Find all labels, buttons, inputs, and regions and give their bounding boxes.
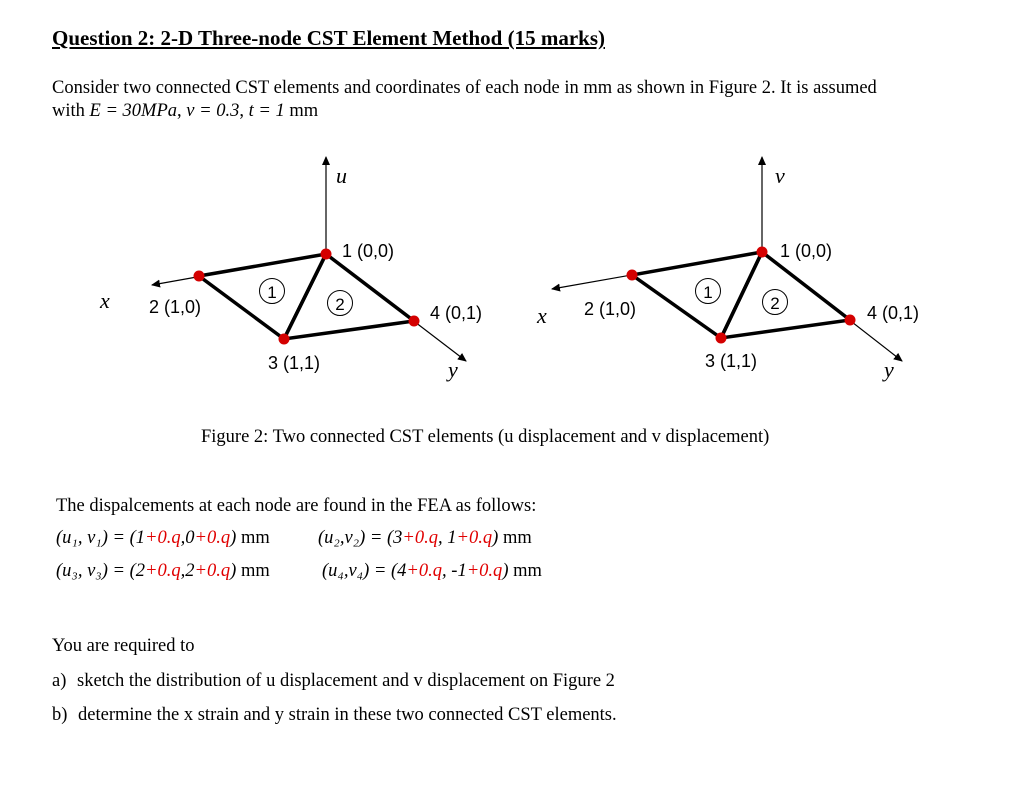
- right-elements: [632, 252, 850, 338]
- left-node-4: [409, 316, 420, 327]
- node-4-end: ): [502, 561, 509, 581]
- intro-line-1: Consider two connected CST elements and coordinates of each node in mm as shown in Figure 2. It is assumed: [52, 78, 877, 98]
- requirement-a-label: a): [52, 671, 67, 691]
- node-2-mid: , 1: [438, 528, 457, 548]
- node-1-displacement-lhs: (u₁, v₁) = (1: [56, 528, 146, 548]
- right-diagram-v: [536, 157, 919, 382]
- intro-with: with: [52, 101, 85, 121]
- displacement-row-2b: [322, 561, 542, 582]
- left-axis-diagonal-label: y: [448, 357, 458, 382]
- left-axis-vertical-label: u: [336, 163, 347, 188]
- youngs-modulus: E = 30MPa: [89, 101, 178, 121]
- requirements-intro: You are required to: [52, 636, 195, 656]
- node-2-unit: mm: [502, 528, 532, 548]
- node-4-v-q: +0.q: [466, 561, 503, 581]
- node-1-unit: mm: [240, 528, 270, 548]
- left-node-2: [194, 271, 205, 282]
- node-1-u-q: +0.q: [145, 528, 181, 548]
- left-element-1-label: 1: [267, 283, 277, 302]
- figure-caption: Figure 2: Two connected CST elements (u displacement and v displacement): [201, 427, 770, 447]
- node-4-u-q: +0.q: [406, 561, 443, 581]
- left-axis-horizontal-label: x: [100, 288, 110, 313]
- node-2-u-q: +0.q: [402, 528, 439, 548]
- node-3-displacement-lhs: (u₃, v₃) = (2: [56, 561, 146, 581]
- question-title: Question 2: 2-D Three-node CST Element Method (15 marks): [52, 26, 605, 50]
- requirement-a-text: sketch the distribution of u displacement and v displacement on Figure 2: [77, 671, 615, 691]
- right-node-4: [845, 315, 856, 326]
- right-node-2: [627, 270, 638, 281]
- left-elements: [199, 254, 414, 339]
- left-node-1: [321, 249, 332, 260]
- node-3-v-q: +0.q: [194, 561, 231, 581]
- left-node-3: [279, 334, 290, 345]
- node-1-v-q: +0.q: [194, 528, 231, 548]
- right-element-1-label: 1: [703, 283, 713, 302]
- right-axis-vertical-label: v: [775, 163, 785, 188]
- node-2-end: ): [492, 528, 499, 548]
- requirement-b-text: determine the x strain and y strain in these two connected CST elements.: [78, 705, 617, 725]
- node-3-end: ): [230, 561, 237, 581]
- node-4-mid: , -1: [442, 561, 467, 581]
- requirement-b: [52, 705, 617, 726]
- figure-2: [0, 145, 1024, 420]
- left-node-3-label: 3 (1,1): [268, 353, 321, 373]
- right-element-2-label: 2: [770, 294, 780, 313]
- node-1-end: ): [230, 528, 237, 548]
- right-axis-diagonal-label: y: [884, 357, 894, 382]
- left-diagram-u: [99, 157, 482, 382]
- right-axis-horizontal-label: x: [537, 303, 547, 328]
- poisson-ratio: ν = 0.3: [186, 101, 240, 121]
- left-element-2-label: 2: [335, 295, 345, 314]
- right-node-2-label: 2 (1,0): [584, 299, 637, 319]
- displacement-intro: The dispalcements at each node are found in the FEA as follows:: [56, 496, 537, 516]
- node-3-u-q: +0.q: [145, 561, 181, 581]
- node-4-unit: mm: [513, 561, 542, 581]
- left-node-2-label: 2 (1,0): [149, 297, 202, 317]
- left-node-1-label: 1 (0,0): [342, 241, 395, 261]
- node-2-v-q: +0.q: [456, 528, 493, 548]
- displacement-row-2: [56, 561, 270, 582]
- left-node-4-label: 4 (0,1): [430, 303, 483, 323]
- node-1-mid: ,0: [180, 528, 195, 548]
- node-3-mid: ,2: [180, 561, 195, 581]
- thickness: t = 1: [248, 101, 285, 121]
- intro-line-2: with E = 30MPa, ν = 0.3, t = 1 mm: [52, 101, 319, 121]
- right-node-3-label: 3 (1,1): [705, 351, 758, 371]
- requirement-a: [52, 671, 615, 692]
- right-node-1-label: 1 (0,0): [780, 241, 833, 261]
- displacement-row-1: [56, 528, 270, 549]
- requirement-b-label: b): [52, 705, 68, 725]
- node-3-unit: mm: [240, 561, 270, 581]
- right-node-3: [716, 333, 727, 344]
- displacement-row-1b: [318, 528, 532, 549]
- thickness-unit: mm: [289, 101, 319, 121]
- node-4-displacement-lhs: (u₄,v₄) = (4: [322, 561, 407, 581]
- right-node-1: [757, 247, 768, 258]
- node-2-displacement-lhs: (u₂,v₂) = (3: [318, 528, 403, 548]
- right-node-4-label: 4 (0,1): [867, 303, 920, 323]
